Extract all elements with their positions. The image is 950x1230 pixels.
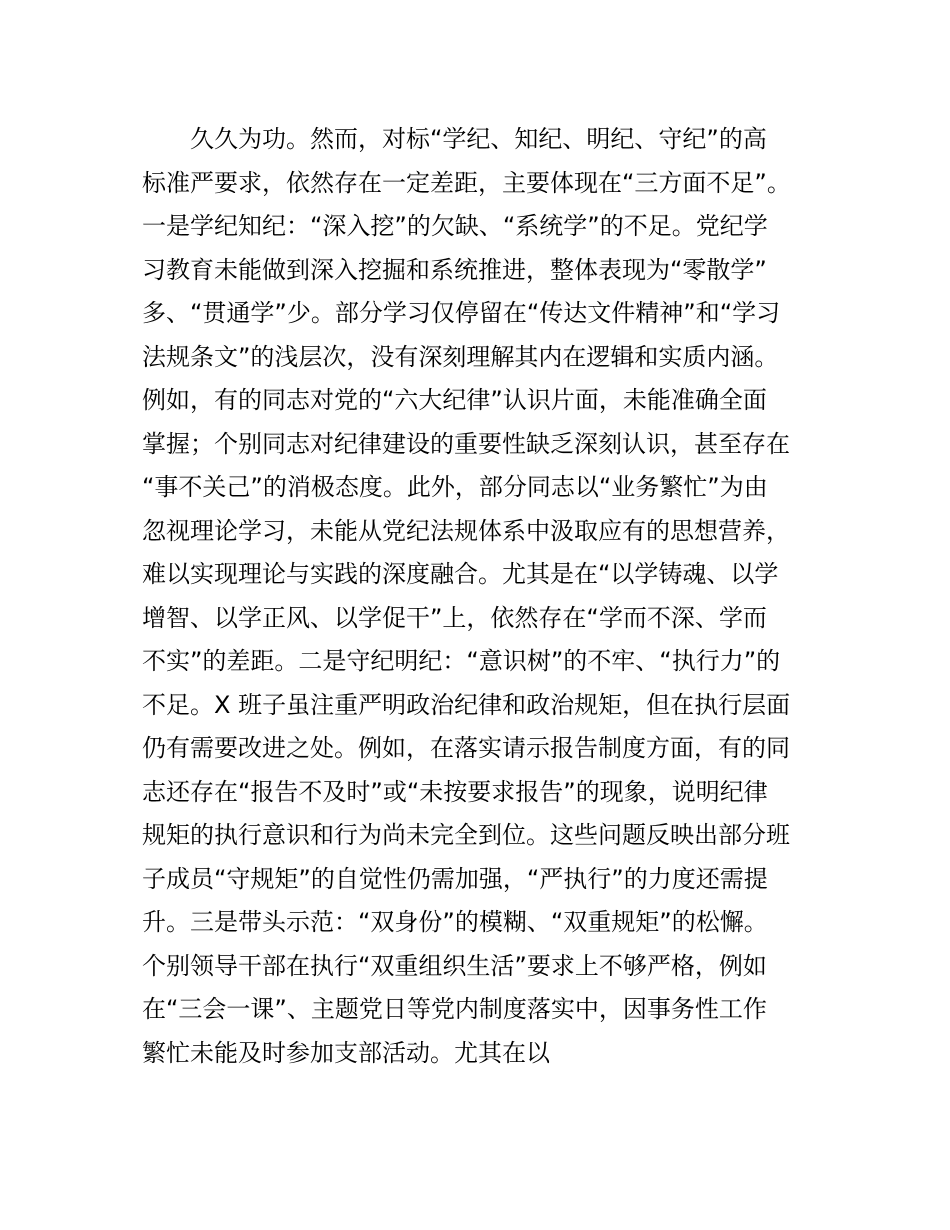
text-line: 标准严要求，依然存在一定差距，主要体现在“三方面不足”。: [142, 168, 791, 197]
text-line: 升。三是带头示范：“双身份”的模糊、“双重规矩”的松懈。: [142, 908, 768, 936]
text-line: 忽视理论学习，未能从党纪法规体系中汲取应有的思想营养，: [142, 516, 790, 545]
text-line: 法规条文”的浅层次，没有深刻理解其内在逻辑和实质内涵。: [142, 342, 779, 371]
text-line: 繁忙未能及时参加支部活动。尤其在以: [142, 1038, 550, 1067]
text-line: 难以实现理论与实践的深度融合。尤其是在“以学铸魂、以学: [142, 560, 779, 588]
text-line: 一是学纪知纪：“深入挖”的欠缺、“系统学”的不足。党纪学: [142, 212, 768, 240]
text-line: 子成员“守规矩”的自觉性仍需加强，“严执行”的力度还需提: [142, 864, 768, 893]
text-line: 例如，有的同志对党的“六大纪律”认识片面，未能准确全面: [142, 386, 767, 414]
text-line: 在“三会一课”、主题党日等党内制度落实中，因事务性工作: [142, 995, 767, 1023]
text-line: 仍有需要改进之处。例如，在落实请示报告制度方面，有的同: [142, 734, 790, 762]
text-line: 增智、以学正风、以学促干”上，依然存在“学而不深、学而: [142, 603, 767, 632]
text-line: 不足。X 班子虽注重严明政治纪律和政治规矩，但在执行层面: [142, 690, 791, 719]
body-paragraph: [142, 118, 822, 1075]
text-line: 志还存在“报告不及时”或“未按要求报告”的现象，说明纪律: [142, 777, 768, 806]
text-line: 多、“贯通学”少。部分学习仅停留在“传达文件精神”和“学习: [142, 299, 781, 327]
text-line: 个别领导干部在执行“双重组织生活”要求上不够严格，例如: [142, 951, 767, 980]
text-line: 久久为功。然而，对标“学纪、知纪、明纪、守纪”的高: [190, 125, 767, 153]
text-line: 习教育未能做到深入挖掘和系统推进，整体表现为“零散学”: [142, 255, 767, 284]
text-line: “事不关己”的消极态度。此外，部分同志以“业务繁忙”为由: [142, 473, 768, 501]
text-line: 掌握；个别同志对纪律建设的重要性缺乏深刻认识，甚至存在: [142, 429, 790, 458]
text-line: 不实”的差距。二是守纪明纪：“意识树”的不牢、“执行力”的: [142, 647, 781, 675]
text-line: 规矩的执行意识和行为尚未完全到位。这些问题反映出部分班: [142, 821, 790, 849]
